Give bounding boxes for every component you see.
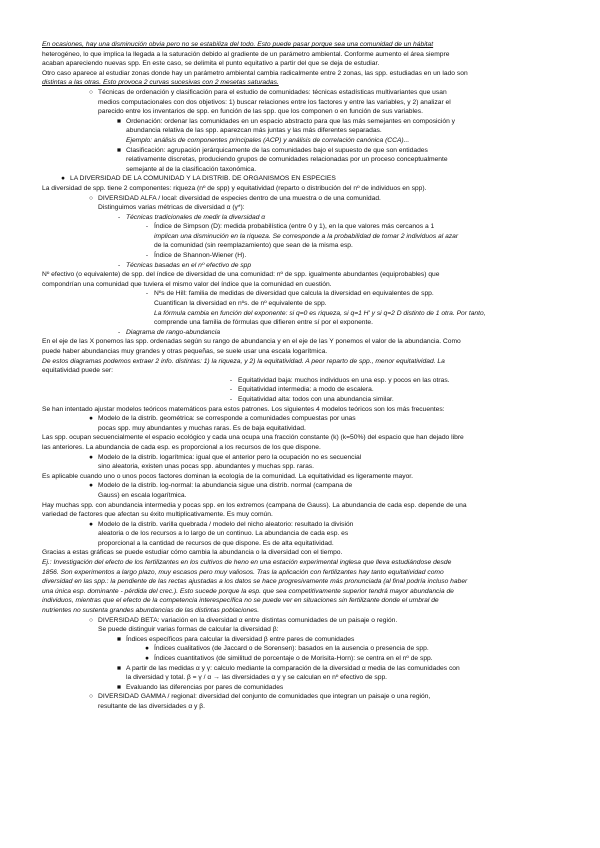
line-text: Modelo de la distrib. logarítmica: igual que el anterior pero la ocupación no es secuencial xyxy=(98,453,362,461)
line-text: Es aplicable cuando uno o unos pocos factores dominan la ecología de la comunidad. La equitatividad es ligeramente mayor. xyxy=(42,472,414,480)
line-text: Otro caso aparece al estudiar zonas donde hay un parámetro ambiental cambia radicalmente entre 2 zonas, las spp. estudiadas en un lado son xyxy=(42,69,468,77)
line-text: Ordenación: ordenar las comunidades en un espacio abstracto para que las más semejantes en composición y xyxy=(126,117,455,125)
text-line xyxy=(42,222,558,232)
line-text: Modelo de la distrib. geométrica: se corresponde a comunidades compuestas por unas xyxy=(98,415,356,423)
line-text: proporcional a la cantidad de recursos de que dispone. Es de alta equitatividad. xyxy=(98,539,334,547)
text-line xyxy=(42,702,558,712)
line-text: Equitatividad alta: todos con una abundancia similar. xyxy=(238,395,394,403)
line-text: La diversidad de spp. tiene 2 componentes: riqueza (nº de spp) y equitatividad (reparto o distribución del nº de individuos en spp). xyxy=(42,184,427,192)
text-line xyxy=(42,328,558,338)
text-line xyxy=(42,453,558,463)
bullet-marker: ■ xyxy=(116,635,122,643)
text-line xyxy=(42,568,558,578)
bullet-marker: ● xyxy=(88,453,94,461)
bullet-marker: - xyxy=(117,213,121,221)
line-text: Ej.: Investigación del efecto de los fertilizantes en los cultivos de heno en una estación experimental inglesa que lleva estudiándose desde xyxy=(42,559,452,567)
text-line xyxy=(42,270,558,280)
text-line xyxy=(42,491,558,501)
bullet-marker: - xyxy=(145,223,149,231)
text-line xyxy=(42,366,558,376)
text-line xyxy=(42,289,558,299)
text-line xyxy=(42,194,558,204)
line-text: Técnicas de ordenación y clasificación para el estudio de comunidades: técnicas estadísticas multivariantes que usan xyxy=(98,88,447,96)
text-line xyxy=(42,539,558,549)
text-line xyxy=(42,635,558,645)
line-text: Cuantifican la diversidad en nºs. de nº equivalente de spp. xyxy=(154,300,327,308)
line-text: abundancia relativa de las spp. aparezcan más juntas y las más diferentes separadas. xyxy=(126,127,382,135)
text-line xyxy=(42,146,558,156)
line-text: resultante de las diversidades α y β. xyxy=(98,702,205,710)
line-text: las anteriores. La abundancia de cada esp. es proporcional a los recursos de los que dispone. xyxy=(42,443,321,451)
text-line xyxy=(42,309,558,319)
text-line xyxy=(42,501,558,511)
line-text: De estos diagramas podemos extraer 2 info. distintas: 1) la riqueza, y 2) la equitatividad. A peor reparto de spp., menor equitatividad. La xyxy=(42,357,445,365)
bullet-marker: ■ xyxy=(116,683,122,691)
bullet-marker: - xyxy=(229,386,233,394)
text-line xyxy=(42,510,558,520)
text-line xyxy=(42,174,558,184)
bullet-marker: ● xyxy=(88,520,94,528)
text-line xyxy=(42,673,558,683)
text-line xyxy=(42,251,558,261)
line-text: 1856. Son experimentos a largo plazo, muy escasos pero muy valiosos. Tras la aplicación con fertilizantes hay tanto equitatividad como xyxy=(42,568,444,576)
line-text: Índice de Simpson (D): medida probabilística (entre 0 y 1), en la que valores más cercanos a 1 xyxy=(154,223,435,231)
line-text: Índices cuantitativos (de similitud de porcentaje o de Morisita-Horn): se centra en el nº de spp. xyxy=(154,655,433,662)
line-text: comprende una familia de fórmulas que difieren entre sí por el exponente. xyxy=(154,319,373,327)
line-text: distintas a las otras. Esto provoca 2 curvas sucesivas con 2 mesetas saturadas. xyxy=(42,79,279,87)
text-line xyxy=(42,395,558,405)
text-line xyxy=(42,462,558,472)
line-text: la diversidad γ total. β = γ / α → las diversidades α y γ se calculan en nº efectivo de spp. xyxy=(126,674,388,682)
line-text: sino aleatoria, existen unas pocas spp. abundantes y muchas spp. raras. xyxy=(98,463,314,471)
text-line xyxy=(42,548,558,558)
line-text: LA DIVERSIDAD DE LA COMUNIDAD Y LA DISTRIB. DE ORGANISMOS EN ESPECIES xyxy=(70,175,336,183)
text-line xyxy=(42,587,558,597)
text-line xyxy=(42,481,558,491)
line-text: diversidad en las spp.: la pendiente de las rectas ajustadas a los datos se hace progresivamente más pronunciada (al final podría incluso haber xyxy=(42,578,468,586)
text-line xyxy=(42,529,558,539)
line-text: una única esp. dominante - pérdida del crec.). Esto sucede porque la esp. que sea competitivamente superior tendrá mayor abundancia de xyxy=(42,587,454,595)
text-line xyxy=(42,616,558,626)
line-text: Nº efectivo (o equivalente) de spp. del índice de diversidad de una comunidad: nº de spp. igualmente abundantes (equiprobables) que xyxy=(42,271,440,279)
bullet-marker: ○ xyxy=(88,88,94,96)
line-text: Equitatividad baja: muchos individuos en una esp. y pocos en las otras. xyxy=(238,376,450,384)
line-text: nutrientes no sustenta grandes abundancias de las distintas poblaciones. xyxy=(42,607,260,615)
line-text: DIVERSIDAD GAMMA / regional: diversidad del conjunto de comunidades que integran un paisaje o una región, xyxy=(98,693,431,701)
line-text: individuos, mientras que el efecto de la competencia interespecífica no se puede ver en situaciones sin fertilizante donde el umbral de xyxy=(42,597,439,605)
line-text: En ocasiones, hay una disminución obvia pero no se estabiliza del todo. Esto puede pasar porque sea una comunidad de un hábitat xyxy=(42,41,434,48)
line-text: Hay muchas spp. con abundancia intermedia y pocas spp. en los extremos (campana de Gauss). La abundancia de cada esp. depende de una xyxy=(42,501,467,509)
text-line xyxy=(42,213,558,223)
line-text: Diagrama de rango-abundancia xyxy=(126,328,221,336)
text-line xyxy=(42,299,558,309)
text-line xyxy=(42,59,558,69)
text-line xyxy=(42,577,558,587)
text-line xyxy=(42,241,558,251)
line-text: Modelo de la distrib. varilla quebrada / modelo del nicho aleatorio: resultado la división xyxy=(98,520,354,528)
text-line xyxy=(42,596,558,606)
line-text: La fórmula cambia en función del exponente: si q=0 es riqueza, si q=1 H' y si q=2 D distinto de 1 otra. Por tanto, xyxy=(154,309,486,317)
line-text: Se puede distinguir varias formas de calcular la diversidad β: xyxy=(98,626,279,634)
text-line xyxy=(42,520,558,530)
bullet-marker: ● xyxy=(88,482,94,490)
text-line xyxy=(42,424,558,434)
bullet-marker: ● xyxy=(60,175,66,183)
line-text: Técnicas tradicionales de medir la diversidad α xyxy=(126,213,266,221)
line-text: Distinguimos varias métricas de diversidad α (γ*): xyxy=(98,204,245,212)
text-line xyxy=(42,261,558,271)
line-text: Técnicas basadas en el nº efectivo de spp xyxy=(126,261,252,269)
text-line xyxy=(42,78,558,88)
bullet-marker: ○ xyxy=(88,194,94,202)
line-text: Ejemplo: análisis de componentes principales (ACP) y análisis de correlación canónica (CCA)... xyxy=(126,136,410,144)
text-line xyxy=(42,98,558,108)
text-line xyxy=(42,405,558,415)
line-text: Las spp. ocupan secuencialmente el espacio ecológico y cada una ocupa una fracción constante (k) (k=50%) del espacio que han dejado libre xyxy=(42,434,464,442)
text-line xyxy=(42,414,558,424)
document-page xyxy=(42,40,558,712)
line-text: A partir de las medidas α y γ: calculo mediante la comparación de la diversidad α media de las comunidades con xyxy=(126,664,460,672)
text-line xyxy=(42,88,558,98)
text-line xyxy=(42,385,558,395)
bullet-marker: - xyxy=(117,328,121,336)
text-line xyxy=(42,337,558,347)
line-text: Se han intentado ajustar modelos teóricos matemáticos para estos patrones. Los siguientes 4 modelos teóricos son los más frecuentes: xyxy=(42,405,445,413)
text-line xyxy=(42,433,558,443)
line-text: Nºs de Hill: familia de medidas de diversidad que calcula la diversidad en equivalentes de spp. xyxy=(154,290,434,298)
text-line xyxy=(42,654,558,664)
bullet-marker: - xyxy=(145,290,149,298)
line-text: de la comunidad (sin reemplazamiento) que sean de la misma esp. xyxy=(154,242,353,250)
text-line xyxy=(42,472,558,482)
line-text: Gracias a estas gráficas se puede estudiar cómo cambia la abundancia o la diversidad con el tiempo. xyxy=(42,549,343,557)
text-line xyxy=(42,692,558,702)
line-text: Índice de Shannon-Wiener (H). xyxy=(154,252,247,260)
text-line xyxy=(42,443,558,453)
line-text: Gauss) en escala logarítmica. xyxy=(98,491,187,499)
line-text: Índices cualitativos (de Jaccard o de Sorensen): basados en la ausencia o presencia de spp. xyxy=(154,645,429,653)
text-line xyxy=(42,155,558,165)
bullet-marker: - xyxy=(229,376,233,384)
line-text: relativamente discretas, produciendo grupos de comunidades relacionadas por un proceso conceptualmente xyxy=(126,156,448,164)
text-line xyxy=(42,40,558,50)
line-text: Clasificación: agrupación jerárquicamente de las comunidades bajo el supuesto de que son entidades xyxy=(126,146,428,154)
line-text: Evaluando las diferencias por pares de comunidades xyxy=(126,683,284,691)
text-line xyxy=(42,558,558,568)
bullet-marker: ■ xyxy=(116,146,122,154)
line-text: puede haber abundancias muy grandes y otras pequeñas, se suele usar una escala logarítmica. xyxy=(42,348,328,355)
bullet-marker: ● xyxy=(144,655,150,662)
line-text: pocas spp. muy abundantes y muchas raras. Es de baja equitatividad. xyxy=(98,424,306,432)
text-line xyxy=(42,644,558,654)
line-text: Modelo de la distrib. log-normal: la abundancia sigue una distrib. normal (campana de xyxy=(98,482,353,490)
text-line xyxy=(42,625,558,635)
bullet-marker: ■ xyxy=(116,664,122,672)
line-text: aleatoria o de los recursos a lo largo de un continuo. La abundancia de cada esp. es xyxy=(98,530,349,538)
line-text: Equitatividad intermedia: a modo de escalera. xyxy=(238,386,374,394)
line-text: equitatividad puede ser: xyxy=(42,367,114,375)
bullet-marker: - xyxy=(145,252,149,260)
line-text: DIVERSIDAD BETA: variación en la diversidad α entre distintas comunidades de un paisaje o región. xyxy=(98,616,398,624)
text-line xyxy=(42,606,558,616)
text-line xyxy=(42,664,558,674)
line-text: DIVERSIDAD ALFA / local: diversidad de especies dentro de una muestra o de una comunidad. xyxy=(98,194,381,202)
bullet-marker: ■ xyxy=(116,117,122,125)
line-text: parecido entre los inventarios de spp. en función de las spp. que los componen o en función de sus variables. xyxy=(98,108,423,116)
text-line xyxy=(42,280,558,290)
text-line xyxy=(42,232,558,242)
line-text: compondrían una comunidad que tuviera el mismo valor del índice que la comunidad en cuestión. xyxy=(42,280,332,288)
text-line xyxy=(42,683,558,693)
text-line xyxy=(42,165,558,175)
text-line xyxy=(42,117,558,127)
line-text: heterogéneo, lo que implica la llegada a la saturación debido al gradiente de un parámetro ambiental. Conforme aumento el área siempre xyxy=(42,50,450,58)
text-line xyxy=(42,318,558,328)
line-text: semejante al de la clasificación taxonómica. xyxy=(126,165,257,173)
bullet-marker: ● xyxy=(144,645,150,653)
text-line xyxy=(42,69,558,79)
line-text: medios computacionales con dos objetivos: 1) buscar relaciones entre los factores y entre las variables, y 2) analizar el xyxy=(98,98,451,106)
line-text: variedad de factores que afectan su éxito multiplicativamente. Es muy común. xyxy=(42,511,273,519)
text-line xyxy=(42,136,558,146)
line-text: acaban apareciendo nuevas spp. En este caso, se delimita el punto equitativo a partir del que se deja de estudiar. xyxy=(42,60,380,68)
bullet-marker: - xyxy=(117,261,121,269)
text-line xyxy=(42,126,558,136)
line-text: En el eje de las X ponemos las spp. ordenadas según su rango de abundancia y en el eje de las Y ponemos el valor de la abundancia. Como xyxy=(42,338,461,346)
bullet-marker: ● xyxy=(88,415,94,423)
text-line xyxy=(42,203,558,213)
bullet-marker: - xyxy=(229,395,233,403)
line-text: implican una disminución en la riqueza. Se corresponde a la probabilidad de tomar 2 individuos al azar xyxy=(154,232,459,240)
text-line xyxy=(42,347,558,357)
line-text: Índices específicos para calcular la diversidad β entre pares de comunidades xyxy=(126,635,355,643)
text-line xyxy=(42,50,558,60)
text-line xyxy=(42,357,558,367)
text-line xyxy=(42,107,558,117)
bullet-marker: ○ xyxy=(88,693,94,701)
bullet-marker: ○ xyxy=(88,616,94,624)
text-line xyxy=(42,184,558,194)
text-line xyxy=(42,376,558,386)
